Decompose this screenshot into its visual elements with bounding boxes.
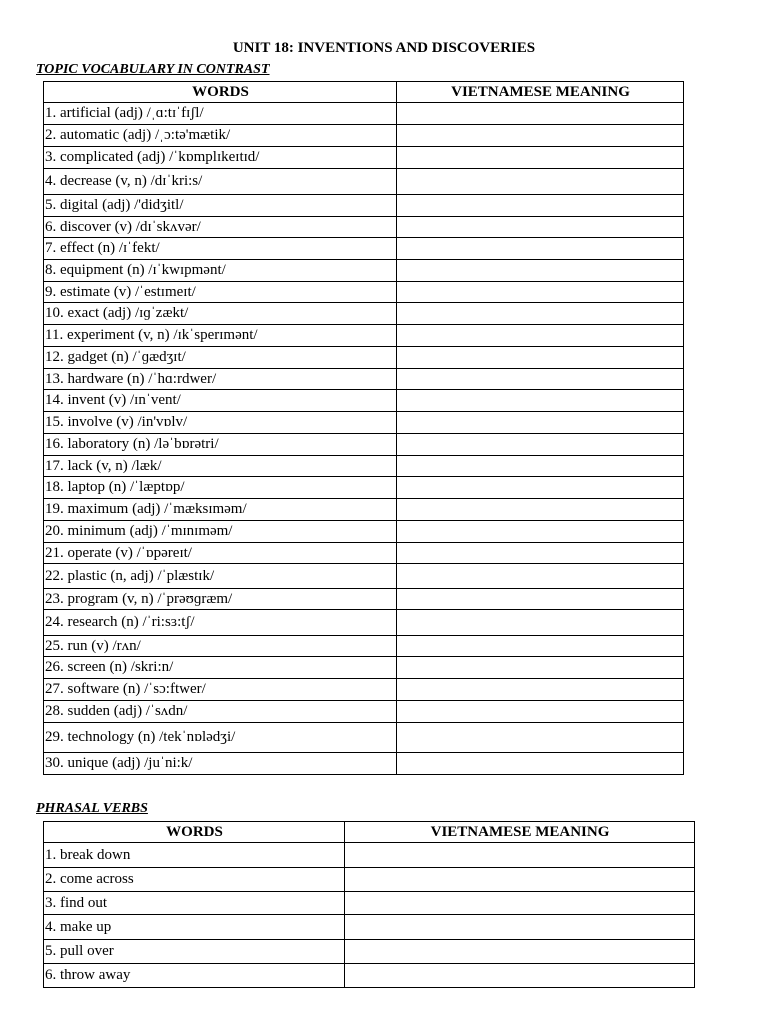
vocabulary-body — [44, 103, 684, 775]
word-cell: 9. estimate (v) /ˈestɪmeɪt/ — [44, 282, 397, 303]
meaning-cell[interactable] — [345, 915, 695, 940]
word-cell: 22. plastic (n, adj) /ˈplæstɪk/ — [44, 564, 397, 589]
meaning-cell[interactable] — [397, 434, 684, 456]
word-cell: 15. involve (v) /in'vɒlv/ — [44, 412, 397, 434]
phrasal-verbs-table — [43, 821, 695, 988]
table-row — [44, 103, 684, 125]
table-row — [44, 521, 684, 543]
table-row — [44, 125, 684, 147]
meaning-cell[interactable] — [397, 456, 684, 477]
word-cell: 6. discover (v) /dɪˈskʌvər/ — [44, 217, 397, 238]
word-cell: 10. exact (adj) /ɪɡˈzækt/ — [44, 303, 397, 325]
word-cell: 5. pull over — [44, 940, 345, 964]
meaning-cell[interactable] — [397, 679, 684, 701]
word-cell: 3. find out — [44, 892, 345, 915]
table-row — [44, 915, 695, 940]
meaning-cell[interactable] — [397, 347, 684, 369]
meaning-cell[interactable] — [397, 499, 684, 521]
column-header-words: WORDS — [44, 822, 345, 843]
word-cell: 14. invent (v) /ɪnˈvent/ — [44, 390, 397, 412]
word-cell: 13. hardware (n) /ˈhɑ:rdwer/ — [44, 369, 397, 390]
table-row — [44, 325, 684, 347]
meaning-cell[interactable] — [397, 325, 684, 347]
meaning-cell[interactable] — [397, 564, 684, 589]
meaning-cell[interactable] — [397, 657, 684, 679]
vocabulary-heading: TOPIC VOCABULARY IN CONTRAST — [36, 62, 270, 77]
meaning-cell[interactable] — [397, 125, 684, 147]
table-row — [44, 434, 684, 456]
meaning-cell[interactable] — [345, 868, 695, 892]
word-cell: 16. laboratory (n) /ləˈbɒrətri/ — [44, 434, 397, 456]
word-cell: 25. run (v) /rʌn/ — [44, 636, 397, 657]
table-row — [44, 282, 684, 303]
meaning-cell[interactable] — [397, 753, 684, 775]
meaning-cell[interactable] — [397, 636, 684, 657]
table-row — [44, 260, 684, 282]
word-cell: 21. operate (v) /ˈɒpəreɪt/ — [44, 543, 397, 564]
page-title: UNIT 18: INVENTIONS AND DISCOVERIES — [232, 40, 536, 56]
meaning-cell[interactable] — [397, 195, 684, 217]
word-cell: 24. research (n) /ˈri:sɜ:tʃ/ — [44, 610, 397, 636]
table-row — [44, 217, 684, 238]
meaning-cell[interactable] — [397, 390, 684, 412]
meaning-cell[interactable] — [397, 610, 684, 636]
column-header-meaning: VIETNAMESE MEANING — [397, 82, 684, 103]
meaning-cell[interactable] — [397, 543, 684, 564]
table-row — [44, 753, 684, 775]
word-cell: 4. make up — [44, 915, 345, 940]
table-header-row — [44, 822, 695, 843]
meaning-cell[interactable] — [397, 103, 684, 125]
meaning-cell[interactable] — [397, 303, 684, 325]
word-cell: 17. lack (v, n) /læk/ — [44, 456, 397, 477]
meaning-cell[interactable] — [397, 169, 684, 195]
word-cell: 18. laptop (n) /ˈlæptɒp/ — [44, 477, 397, 499]
word-cell: 30. unique (adj) /juˈni:k/ — [44, 753, 397, 775]
table-row — [44, 701, 684, 723]
table-row — [44, 303, 684, 325]
word-cell: 11. experiment (v, n) /ɪkˈsperɪmənt/ — [44, 325, 397, 347]
word-cell: 4. decrease (v, n) /dɪˈkri:s/ — [44, 169, 397, 195]
table-row — [44, 610, 684, 636]
table-header-row — [44, 82, 684, 103]
table-row — [44, 195, 684, 217]
vocabulary-table — [43, 81, 684, 775]
word-cell: 3. complicated (adj) /ˈkɒmplɪkeɪtɪd/ — [44, 147, 397, 169]
table-row — [44, 868, 695, 892]
word-cell: 26. screen (n) /skri:n/ — [44, 657, 397, 679]
word-cell: 27. software (n) /ˈsɔ:ftwer/ — [44, 679, 397, 701]
table-row — [44, 369, 684, 390]
table-row — [44, 892, 695, 915]
table-row — [44, 964, 695, 988]
meaning-cell[interactable] — [345, 843, 695, 868]
table-row — [44, 679, 684, 701]
column-header-meaning: VIETNAMESE MEANING — [345, 822, 695, 843]
meaning-cell[interactable] — [397, 701, 684, 723]
word-cell: 6. throw away — [44, 964, 345, 988]
table-row — [44, 543, 684, 564]
table-row — [44, 390, 684, 412]
phrasal-verbs-heading: PHRASAL VERBS — [36, 801, 148, 816]
word-cell: 29. technology (n) /tekˈnɒlədʒi/ — [44, 723, 397, 753]
table-row — [44, 636, 684, 657]
table-row — [44, 169, 684, 195]
meaning-cell[interactable] — [345, 940, 695, 964]
word-cell: 8. equipment (n) /ɪˈkwɪpmənt/ — [44, 260, 397, 282]
word-cell: 2. come across — [44, 868, 345, 892]
table-row — [44, 843, 695, 868]
word-cell: 1. break down — [44, 843, 345, 868]
table-row — [44, 589, 684, 610]
meaning-cell[interactable] — [397, 369, 684, 390]
table-row — [44, 238, 684, 260]
table-row — [44, 499, 684, 521]
word-cell: 12. gadget (n) /ˈɡædʒɪt/ — [44, 347, 397, 369]
meaning-cell[interactable] — [397, 723, 684, 753]
table-row — [44, 723, 684, 753]
table-row — [44, 657, 684, 679]
word-cell: 19. maximum (adj) /ˈmæksɪməm/ — [44, 499, 397, 521]
table-row — [44, 347, 684, 369]
phrasal-verbs-body — [44, 843, 695, 988]
word-cell: 2. automatic (adj) /ˌɔ:tə'mætik/ — [44, 125, 397, 147]
table-row — [44, 564, 684, 589]
meaning-cell[interactable] — [397, 412, 684, 434]
table-row — [44, 477, 684, 499]
meaning-cell[interactable] — [397, 589, 684, 610]
meaning-cell[interactable] — [397, 260, 684, 282]
meaning-cell[interactable] — [345, 892, 695, 915]
word-cell: 1. artificial (adj) /ˌɑ:tɪˈfɪʃl/ — [44, 103, 397, 125]
meaning-cell[interactable] — [397, 521, 684, 543]
word-cell: 20. minimum (adj) /ˈmɪnɪməm/ — [44, 521, 397, 543]
table-row — [44, 456, 684, 477]
word-cell: 7. effect (n) /ɪˈfekt/ — [44, 238, 397, 260]
meaning-cell[interactable] — [397, 217, 684, 238]
meaning-cell[interactable] — [397, 238, 684, 260]
word-cell: 28. sudden (adj) /ˈsʌdn/ — [44, 701, 397, 723]
table-row — [44, 147, 684, 169]
column-header-words: WORDS — [44, 82, 397, 103]
word-cell: 5. digital (adj) /'didʒitl/ — [44, 195, 397, 217]
table-row — [44, 412, 684, 434]
meaning-cell[interactable] — [397, 147, 684, 169]
meaning-cell[interactable] — [397, 477, 684, 499]
table-row — [44, 940, 695, 964]
word-cell: 23. program (v, n) /ˈprəʊɡræm/ — [44, 589, 397, 610]
meaning-cell[interactable] — [345, 964, 695, 988]
meaning-cell[interactable] — [397, 282, 684, 303]
